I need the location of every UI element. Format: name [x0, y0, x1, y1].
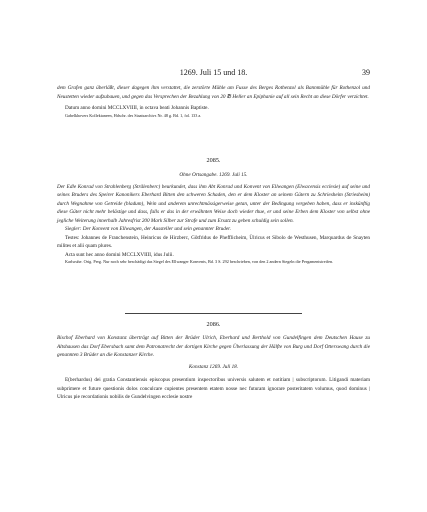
- doc-2085-summary: Der Edle Konrad von Strahlenberg (Strålenberc) beurkundet, dass ihm Abt Konrad und Konvent von Ellwangen (Elwacensis ecclesie) auf seine und seines Bruders des Speirer Kanonikers Eberhard Bitten den schweren Schaden, den er dem Kloster an seinem Gütern zu Schriesheim (Striesheim) durch Wegnahme von Getreide (bladum), Wein und anderem unrechtmässigerweise getan, unter der Bedingung vergeben haben, dass er inskünftig diese Güter nicht mehr belästige und dass, falls er das in der erwähnten Weise doch wieder thue, er und seine Erben dem Kloster von selbst ohne jegliche Weiterung innerhalb Jahresfrist 200 Mark Silber zur Strafe und zum Ersatz zu geben schuldig sein sollen.: [57, 183, 370, 224]
- carryover-source: Gabelkhovers Kollektaneen, Hdschr. des Staatsarchivs Nr. 48 g. Bd. 1, fol. 133 a.: [65, 112, 202, 118]
- doc-2086-summary: Bischof Eberhard von Konstanz überträgt auf Bitten der Brüder Ulrich, Eberhard und Berthold von Gundelfingen dem Deutschen Hause zu Altshausen das Dorf Ebersbach samt dem Patronatrecht der dortigen Kirche gegen Überlassung der Hälfte von Burg und Dorf Otterswang durch die genannten 3 Brüder an die Konstanzer Kirche.: [57, 335, 370, 358]
- running-head-title: 1269. Juli 15 und 18.: [179, 68, 248, 77]
- doc-2085-seals: Siegler: Der Konvent von Ellwangen, der Aussteller und sein genannter Bruder.: [65, 226, 231, 232]
- doc-2086-number: 2086.: [206, 321, 221, 328]
- doc-2085-source: Karlsruhe. Orig. Perg. Nur noch sehr beschädigt das Siegel des Ellwanger Konvents, Bd. 3 S. 292 beschrieben, von den 2 andern Siegeln die Pergamentstreifen.: [65, 259, 334, 264]
- doc-2085-testes: Testes: Johannes de Franchenstein, Heinricus de Hirzberc, Gôtfridus de Phefflicheim, Ülricus et Sibolo de Westhusen, Marquardus de Snayten milites et alii quam plures.: [57, 234, 370, 249]
- document-2086: [57, 321, 370, 402]
- page-number: 39: [362, 68, 370, 77]
- doc-2086-text: E(berhardus) dei gratia Constantiensis episcopus presentium inspectoribus universis salutem et notitiam | subscriptorum. Litigandi materiam subprimere et future questionis dolos conculcare cupientes presentem etatem nosse nec futuram ignorare posteritatem volumus, quod dominus | Ulricus pie recordationis nobilis de Gundelvingen ecclesie nostre: [57, 377, 370, 400]
- carryover-summary: dem Grafen ganz überläßt, dieser dagegen ihm verstattet, die zerstörte Mühle am Fusse des Berges Rothenzol als Bannmühle für Rothenzol und Neustetten wieder aufzubauen, und gegen das Versprechen der Bezahlung von 20 ℔ Heller an Epiphanie auf all sein Recht an diese Dörfer verzichtet.: [57, 85, 370, 100]
- doc-2085-date: Ohne Ortsangabe. 1269. Juli 15.: [179, 172, 248, 178]
- document-2085: [57, 157, 370, 266]
- doc-2085-acta: Acta sunt hec anno domini MCCLXVIIII, idus Julii.: [65, 251, 174, 258]
- doc-2085-number: 2085.: [206, 157, 221, 164]
- section-divider: [125, 313, 302, 314]
- carryover-datum: Datum anno domini MCCLXVIIII, in octava beati Johannis Baptiste.: [65, 105, 209, 111]
- carryover-section: [57, 84, 370, 119]
- running-head: [57, 68, 370, 80]
- doc-2086-date: Konstanz 1269. Juli 18.: [188, 363, 239, 370]
